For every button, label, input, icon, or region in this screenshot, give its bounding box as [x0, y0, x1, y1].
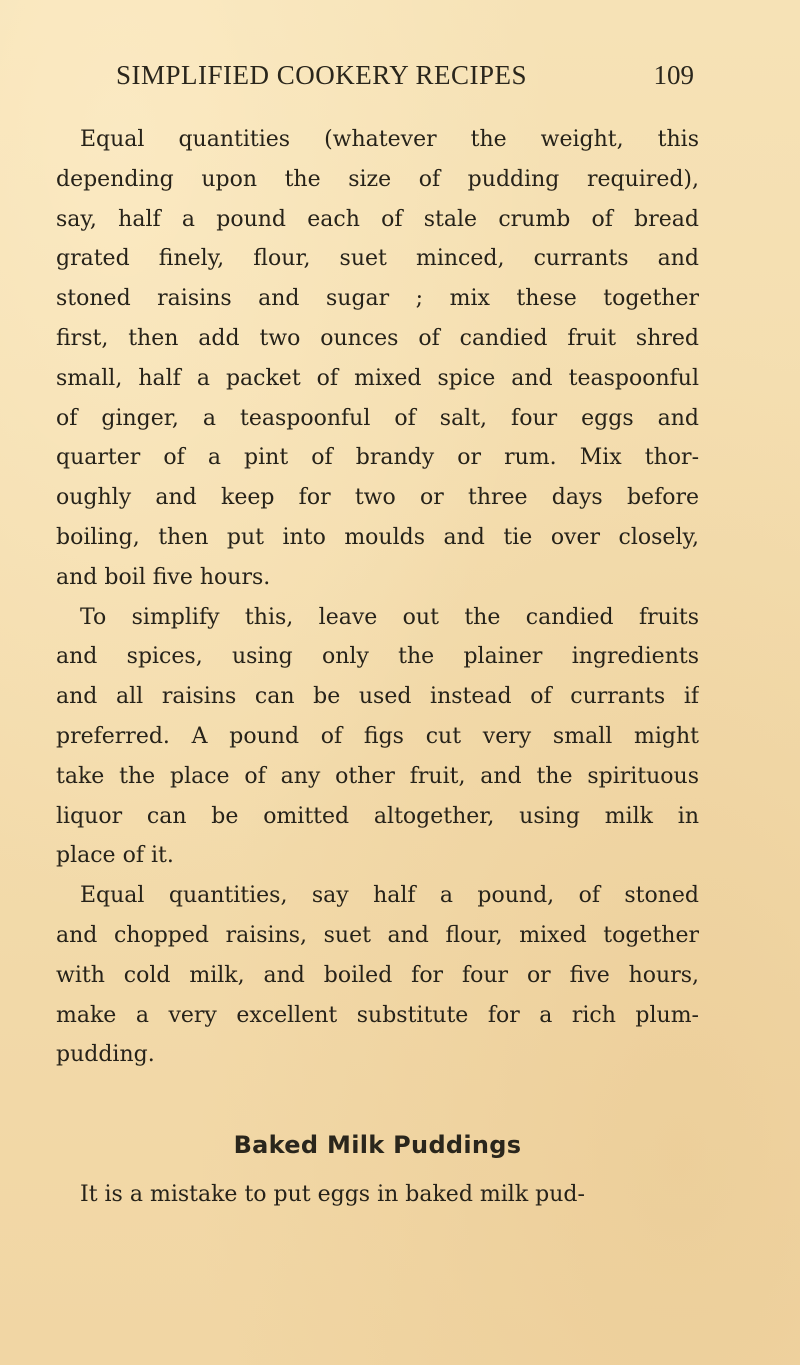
page-number: 109	[653, 60, 694, 90]
text-line: Equal quantities (whatever the weight, this	[80, 127, 699, 152]
paragraph-plum-pudding	[56, 120, 699, 598]
text-line: boiling, then put into moulds and tie over closely,	[56, 524, 699, 550]
text-line: take the place of any other fruit, and the spirituous	[56, 763, 699, 789]
text-line: grated finely, flour, suet minced, currants and	[56, 246, 699, 272]
running-head	[116, 60, 694, 91]
text-line: with cold milk, and boiled for four or five hours,	[56, 962, 699, 988]
body-text	[56, 120, 699, 1215]
paragraph-substitute	[56, 876, 699, 1075]
text-line: To simplify this, leave out the candied fruits	[80, 604, 699, 630]
text-line: quarter of a pint of brandy or rum. Mix thor-	[56, 445, 699, 471]
text-line: stoned raisins and sugar ; mix these together	[56, 286, 699, 312]
section-heading: Baked Milk Puddings	[233, 1131, 522, 1160]
running-head-title: SIMPLIFIED COOKERY RECIPES	[116, 60, 528, 90]
text-line: Equal quantities, say half a pound, of stoned	[80, 883, 699, 909]
text-line: of ginger, a teaspoonful of salt, four eggs and	[56, 405, 699, 431]
paragraph-simplify	[56, 598, 699, 877]
text-line: and all raisins can be used instead of currants if	[56, 684, 699, 710]
text-line: place of it.	[56, 843, 174, 869]
text-line: depending upon the size of pudding required),	[56, 166, 699, 192]
text-line: small, half a packet of mixed spice and teaspoonful	[56, 365, 699, 391]
text-line: oughly and keep for two or three days before	[56, 485, 699, 511]
text-line: It is a mistake to put eggs in baked milk pud-	[80, 1182, 585, 1208]
text-line: and chopped raisins, suet and flour, mixed together	[56, 922, 699, 948]
text-line: first, then add two ounces of candied fruit shred	[56, 325, 699, 351]
text-line: pudding.	[56, 1042, 155, 1068]
section-spacer	[56, 1075, 699, 1115]
text-line: preferred. A pound of figs cut very small might	[56, 723, 699, 749]
text-line: say, half a pound each of stale crumb of bread	[56, 206, 699, 232]
text-line: make a very excellent substitute for a rich plum-	[56, 1002, 699, 1028]
text-line: liquor can be omitted altogether, using milk in	[56, 803, 699, 829]
section-baked-milk-puddings	[56, 1115, 699, 1215]
text-line: and spices, using only the plainer ingredients	[56, 644, 699, 670]
text-line: and boil five hours.	[56, 564, 271, 590]
